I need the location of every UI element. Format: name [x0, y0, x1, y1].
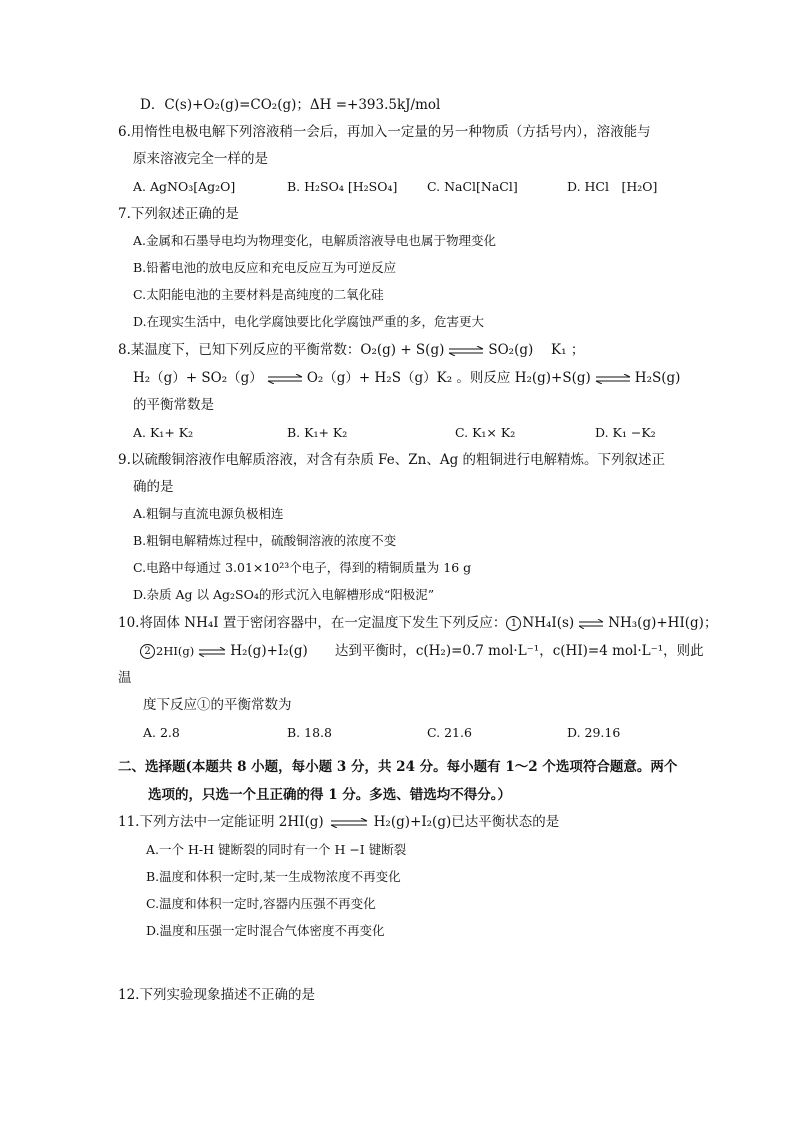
q8-stem-line1: 8.某温度下，已知下列反应的平衡常数：O₂(g) + S(g) SO₂(g) K₁ ；	[118, 342, 585, 358]
q10-stem-line4: 度下反应①的平衡常数为	[143, 697, 292, 713]
q9-option-b: B.粗铜电解精炼过程中，硫酸铜溶液的浓度不变	[133, 533, 397, 548]
q7-option-d: D.在现实生活中，电化学腐蚀要比化学腐蚀严重的多，危害更大	[133, 314, 485, 329]
equilibrium-arrow-icon	[447, 346, 485, 356]
q10-option-a: A. 2.8	[143, 725, 180, 740]
equilibrium-arrow-icon	[266, 374, 304, 384]
equilibrium-arrow-icon	[327, 818, 371, 828]
q8-option-d: D. K₁ −K₂	[595, 425, 656, 440]
equilibrium-arrow-icon	[197, 647, 227, 657]
q10-stem-line3: 温	[118, 670, 132, 686]
q11-stem: 11.下列方法中一定能证明 2HI(g) H₂(g)+I₂(g)已达平衡状态的是	[118, 814, 560, 830]
section-2-header-line2: 选项的，只选一个且正确的得 1 分。多选、错选均不得分。）	[148, 787, 512, 803]
q11-option-a: A.一个 H-H 键断裂的同时有一个 H −I 键断裂	[146, 842, 407, 857]
q8-option-a: A. K₁+ K₂	[133, 425, 194, 440]
q10-option-b: B. 18.8	[287, 725, 332, 740]
q9-stem-line2: 确的是	[133, 479, 174, 495]
q10-stem-line2: 2 2HI(g) H₂(g)+I₂(g) 达到平衡时，c(H₂)=0.7 mol·L⁻¹，c(HI)=4 mol·L⁻¹，则此	[140, 642, 704, 660]
q7-option-c: C.太阳能电池的主要材料是高纯度的二氧化硅	[133, 287, 384, 302]
q10-option-d: D. 29.16	[567, 725, 621, 740]
q6-option-a: A. AgNO₃[Ag₂O]	[133, 179, 236, 194]
q6-option-c: C. NaCl[NaCl]	[427, 179, 518, 194]
q8-stem-line2: H₂（g）+ SO₂（g） O₂（g）+ H₂S（g）K₂ 。则反应 H₂(g)+S(g) H₂S(g)	[133, 370, 681, 386]
q11-option-c: C.温度和体积一定时,容器内压强不再变化	[146, 896, 376, 911]
q5-option-d: D．C(s)+O₂(g)=CO₂(g)；ΔH =+393.5kJ/mol	[140, 97, 441, 113]
equilibrium-arrow-icon	[577, 619, 605, 629]
q11-option-d: D.温度和压强一定时混合气体密度不再变化	[146, 923, 385, 938]
q7-stem: 7.下列叙述正确的是	[118, 206, 239, 222]
q8-stem-line3: 的平衡常数是	[133, 397, 214, 413]
q12-stem: 12.下列实验现象描述不正确的是	[118, 987, 315, 1003]
q6-option-d: D. HCl [H₂O]	[567, 179, 658, 194]
equilibrium-arrow-icon	[594, 374, 632, 384]
q8-option-b: B. K₁+ K₂	[287, 425, 348, 440]
q7-option-a: A.金属和石墨导电均为物理变化，电解质溶液导电也属于物理变化	[133, 233, 497, 248]
circled-number-2: 2	[140, 644, 155, 659]
q9-option-a: A.粗铜与直流电源负极相连	[133, 506, 284, 521]
q11-option-b: B.温度和体积一定时,某一生成物浓度不再变化	[146, 869, 401, 884]
q10-stem-line1: 10.将固体 NH₄I 置于密闭容器中，在一定温度下发生下列反应： 1 NH₄I(s) NH₃(g)+HI(g)；	[118, 615, 718, 631]
q6-option-b: B. H₂SO₄ [H₂SO₄]	[287, 179, 398, 194]
circled-number-1: 1	[506, 616, 521, 631]
q8-option-c: C. K₁× K₂	[455, 425, 516, 440]
q6-stem-line1: 6.用惰性电极电解下列溶液稍一会后，再加入一定量的另一种物质（方括号内），溶液能与	[118, 124, 651, 140]
q7-option-b: B.铅蓄电池的放电反应和充电反应互为可逆反应	[133, 260, 397, 275]
q9-option-d: D.杂质 Ag 以 Ag₂SO₄的形式沉入电解槽形成“阳极泥”	[133, 587, 435, 602]
q9-option-c: C.电路中每通过 3.01×10²³个电子，得到的精铜质量为 16 g	[133, 560, 472, 575]
section-2-header-line1: 二、选择题(本题共 8 小题，每小题 3 分，共 24 分。每小题有 1～2 个选项符合题意。两个	[118, 759, 678, 775]
q6-stem-line2: 原来溶液完全一样的是	[133, 151, 268, 167]
q9-stem-line1: 9.以硫酸铜溶液作电解质溶液，对含有杂质 Fe、Zn、Ag 的粗铜进行电解精炼。下列叙述正	[118, 452, 666, 468]
q10-option-c: C. 21.6	[427, 725, 472, 740]
